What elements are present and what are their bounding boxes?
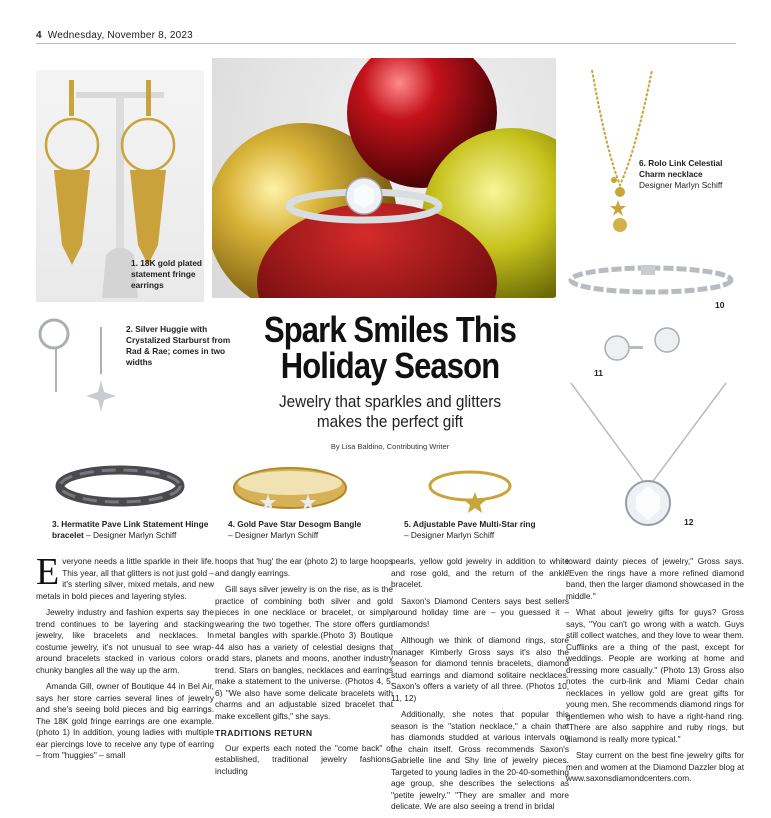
article-column-3: [391, 556, 569, 818]
header-rule: [36, 43, 736, 44]
article-paragraph: Additionally, she notes that popular this season is the "station necklace," a chain that has diamonds studded at various intervals on the chain itself. Gross recommends Saxon's Gabrielle line and Shy line of jewelry pieces. Targeted to young ladies in the 20-40-something age group, she describes the selections as "petite jewelry." "They are smaller and more delicate. We are also seeing a trend in bridal: [391, 709, 569, 811]
photo-number-10: 10: [715, 300, 725, 310]
page-header: [36, 30, 193, 41]
page-date: Wednesday, November 8, 2023: [47, 30, 193, 41]
caption-2: 2. Silver Huggie with Crystalized Starburst from Rad & Rae; comes in two widths: [126, 324, 231, 367]
caption-1: 1. 18K gold plated statement fringe earrings: [131, 258, 202, 290]
photo-11-diamond-studs: [595, 318, 695, 368]
photo-5-multi-star-ring: [420, 462, 520, 514]
photo-10-tennis-bracelet: [566, 255, 736, 310]
photo-number-12: 12: [684, 517, 694, 527]
article-paragraph: Stay current on the best fine jewelry gifts for men and women at the Diamond Dazzler blog at www.saxonsdiamondcenters.com.: [566, 750, 744, 783]
caption-6-title: 6. Rolo Link Celestial Charm necklace: [639, 158, 723, 179]
caption-3-designer: – Designer Marlyn Schiff: [83, 530, 177, 540]
article-paragraph: Saxon's Diamond Centers says best sellers around holiday time are – you guessed it – diamonds!: [391, 595, 569, 629]
caption-6-designer: Designer Marlyn Schiff: [639, 180, 723, 190]
caption-4-designer: – Designer Marlyn Schiff: [228, 530, 319, 540]
photo-4-gold-star-bangle: [228, 458, 353, 516]
paragraph-text: veryone needs a little sparkle in their life. This year, all that glitters is not just gold – it's sterling silver, mixed metals, and new metals in bold pieces and layering styles.: [36, 556, 214, 601]
caption-5-designer: – Designer Marlyn Schiff: [404, 530, 495, 540]
article-paragraph: hoops that 'hug' the ear (photo 2) to large hoops and dangly earrings.: [215, 556, 393, 578]
photo-1-fringe-earrings: [36, 70, 204, 302]
caption-3: [52, 519, 212, 541]
byline: By Lisa Baldino, Contributing Writer: [330, 442, 450, 451]
article-paragraph: Although we think of diamond rings, store manager Kimberly Gross says it's also the season for diamond tennis bracelets, diamond stud earrings and diamond solitaire necklaces. Saxon's offers a variety of all three. (Photos 10, 11, 12): [391, 635, 569, 703]
article-column-1: [36, 551, 214, 767]
caption-3-title: 3. Hermatite Pave Link Statement Hinge bracelet: [52, 519, 209, 540]
article-column-2: [215, 556, 393, 782]
caption-5: [404, 519, 554, 541]
photo-6-charm-necklace: [566, 60, 744, 248]
photo-number-11: 11: [594, 368, 603, 378]
photo-2-huggie-earrings: [36, 312, 126, 422]
caption-5-title: 5. Adjustable Pave Multi-Star ring: [404, 519, 536, 529]
article-paragraph: Gill says silver jewelry is on the rise, as is the practice of combining both silver and gold pieces in one necklace or bracelet, or simply wearing the two together. The store offers gun metal bangles with sparkle.(Photo 3) Boutique 44 also has a variety of celestial designs that add stars, planets and moons, another industry trend. Stars on bangles, necklaces and earrings make a statement to the universe. (Photos 4, 5, 6) "We also have some delicate bracelets with charms and an adjustable sized bracelet that make excellent gifts," she says.: [215, 584, 393, 721]
article-title-line-1: Spark Smiles This: [263, 309, 517, 350]
article-paragraph: Our experts each noted the "come back" of established, traditional jewelry fashions, including: [215, 742, 393, 776]
article-column-4: [566, 556, 744, 790]
article-paragraph: What about jewelry gifts for guys? Gross says, "You can't go wrong with a watch. Guys still collect watches, and they love to wear them. Cufflinks are a thing of the past, except for weddings. People are working at home and dressing more casually." (Photo 13) Gross also notes the curb-link and Miami Cedar chain necklaces in yellow gold are great gifts for young men. She recommends diamond rings for gentlemen who wish to have a right-hand ring. "There are also sapphire and ruby rings, but diamond is really more typical.": [566, 607, 744, 744]
caption-6: [639, 158, 729, 191]
article-paragraph: Amanda Gill, owner of Boutique 44 in Bel Air, says her store carries several lines of jewelry and she's seeing bold pieces and big earrings. The 18K gold fringe earrings are one example. (photo 1) In addition, young ladies with multiple ear piercings love to receive any type of earring – from "huggies" – small: [36, 681, 214, 760]
page-number: 4: [36, 30, 42, 41]
article-title: [240, 309, 541, 386]
drop-cap: E: [36, 551, 60, 593]
article-subtitle: [246, 392, 534, 432]
article-subtitle-line-1: Jewelry that sparkles and glitters: [279, 392, 501, 411]
article-paragraph: [36, 551, 214, 602]
article-subtitle-line-2: makes the perfect gift: [316, 412, 464, 431]
photo-12-solitaire-necklace: [566, 378, 731, 543]
caption-4: [228, 519, 378, 541]
article-title-line-2: Holiday Season: [280, 345, 500, 386]
article-paragraph: toward dainty pieces of jewelry," Gross says. "Even the rings have a more refined diamond band, then the larger diamond showcased in the middle.": [566, 556, 744, 601]
section-subhead: TRADITIONS RETURN: [215, 728, 313, 738]
article-paragraph: Jewelry industry and fashion experts say the trend continues to be layering and stacking jewelry, like bracelets and necklaces. In costume jewelry, it's not unusual to see wrap-around bracelets stacked in various colors or chunky bangles all the way up the arm.: [36, 607, 214, 675]
photo-3-hematite-bracelet: [50, 458, 190, 510]
caption-4-title: 4. Gold Pave Star Desogm Bangle: [228, 519, 362, 529]
hero-photo-ring-ornaments: [212, 58, 556, 298]
article-paragraph: pearls, yellow gold jewelry in addition to white and rose gold, and the return of the ankle bracelet.: [391, 556, 569, 589]
